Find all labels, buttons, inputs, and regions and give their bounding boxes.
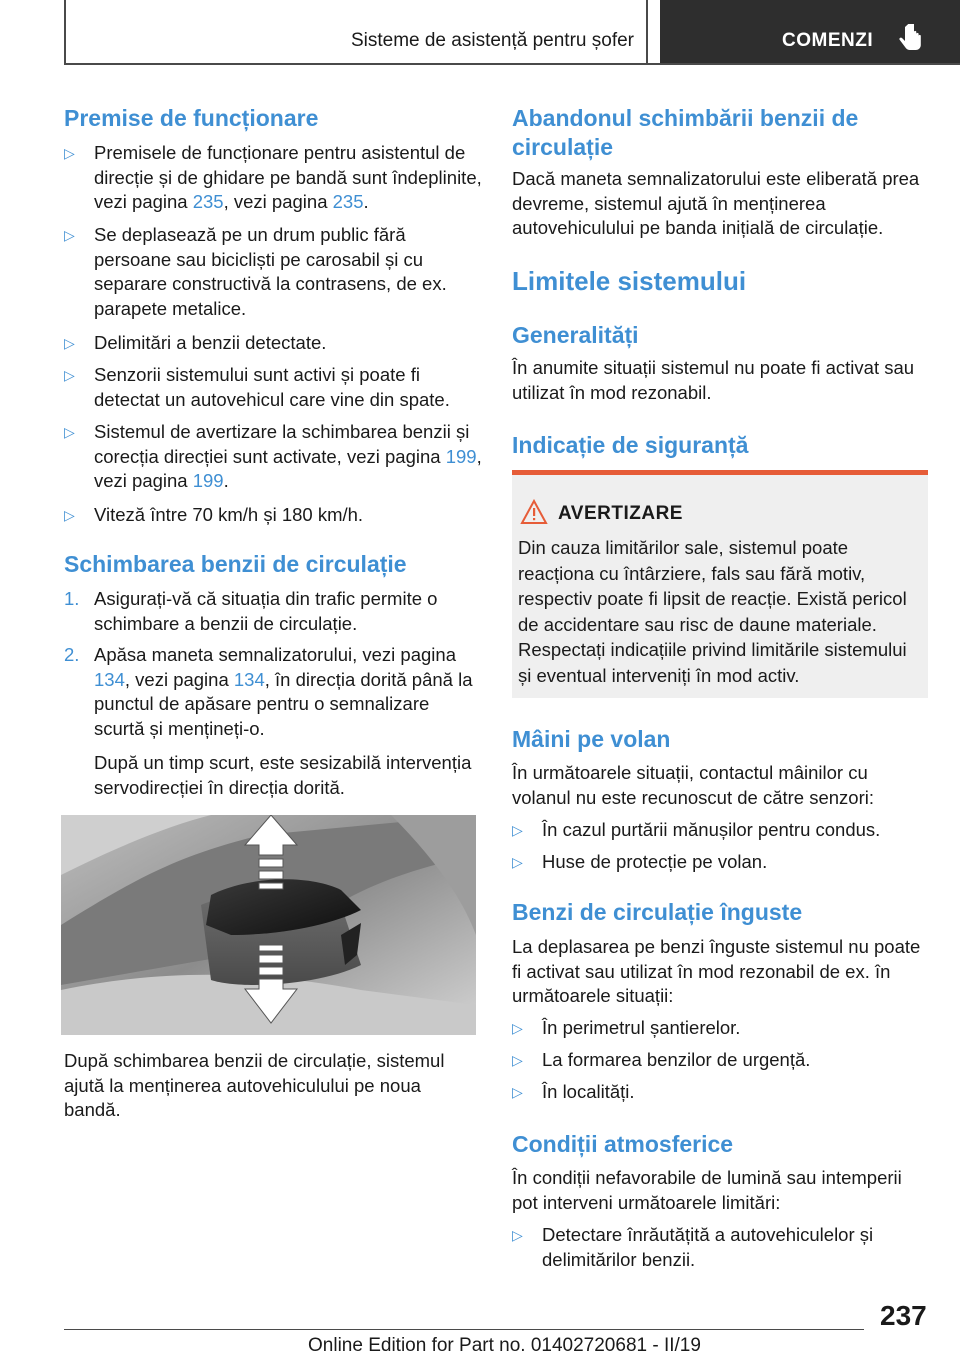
- bullet-text: Senzorii sistemului sunt activi și poate fi detectat un autovehicul care vine din spate.: [94, 364, 450, 410]
- step-text: Apăsa maneta semnalizatorului, vezi pagina: [94, 644, 456, 665]
- bullet-text: În localități.: [542, 1081, 635, 1102]
- bullet-text: Viteză între 70 km/h și 180 km/h.: [94, 504, 364, 525]
- bullet-text: Delimitări a benzii detectate.: [94, 332, 327, 353]
- bullet-text: Se deplasează pe un drum public fără persoane sau bicicliști pe carosabil și cu separare constructivă la contrasens, de ex. parapete metalice.: [94, 224, 447, 319]
- edition-text: Online Edition for Part no. 01402720681 - II/19: [308, 1335, 701, 1356]
- bullet-text: , vezi pagina: [94, 445, 482, 491]
- general-text: În anumite situații sistemul nu poate fi activat sau utilizat în mod rezonabil.: [512, 357, 915, 403]
- page-link[interactable]: 235: [192, 191, 224, 212]
- bullet-triangle-icon: ▷: [64, 145, 75, 161]
- heading-maini: Mâini pe volan: [512, 726, 671, 752]
- bullet-text: Huse de protecție pe volan.: [542, 851, 768, 872]
- page-link[interactable]: 134: [94, 668, 125, 690]
- bullet-text: .: [363, 191, 369, 212]
- bullet-triangle-icon: ▷: [64, 335, 75, 351]
- step-text: Asigurați-vă că situația din trafic permite o schimbare a benzii de circulație.: [94, 588, 438, 634]
- benzi-text: La deplasarea pe benzi înguste sistemul nu poate fi activat sau utilizat în mod rezonabil de ex. în următoarele situații:: [512, 936, 921, 1006]
- bullet-text: .: [223, 470, 229, 491]
- bullet-triangle-icon: ▷: [512, 1084, 523, 1100]
- bullet-triangle-icon: ▷: [64, 424, 75, 440]
- section-label: COMENZI: [782, 30, 874, 51]
- bullet-triangle-icon: ▷: [512, 1227, 523, 1243]
- page-link[interactable]: 199: [445, 445, 477, 467]
- warning-triangle-icon: [520, 499, 548, 525]
- turn-signal-lever-image: [61, 815, 476, 1035]
- bullet-triangle-icon: ▷: [64, 227, 75, 243]
- bullet-text: În perimetrul șantierelor.: [542, 1017, 741, 1038]
- step-note-text: După un timp scurt, este sesizabilă intervenția servodirecției în direcția dorită.: [94, 752, 472, 798]
- bullet-triangle-icon: ▷: [512, 1020, 523, 1036]
- step-text: , vezi pagina: [124, 668, 234, 690]
- page-link[interactable]: 199: [192, 470, 224, 491]
- bullet-text: Detectare înrăutățită a autovehiculelor și delimitărilor benzii.: [542, 1224, 874, 1270]
- conditii-text: În condiții nefavorabile de lumină sau intemperii pot interveni următoarele limitări:: [512, 1167, 902, 1213]
- warning-text: Din cauza limitărilor sale, sistemul poate reacționa cu întârziere, fals sau fără motiv, respectiv poate fi lipsit de reacție. Există pericol de accidentare sau risc de daune materiale. Respectați indicațiile privind limitările sistemului și eventual interveniți în mod activ.: [518, 537, 907, 686]
- after-image-text: După schimbarea benzii de circulație, sistemul ajută la menținerea autovehiculului pe noua bandă.: [64, 1050, 445, 1120]
- bullet-text: În cazul purtării mănușilor pentru condus.: [542, 819, 881, 840]
- heading-premise: Premise de funcționare: [64, 105, 319, 131]
- bullet-triangle-icon: ▷: [512, 1052, 523, 1068]
- heading-indicatie: Indicație de siguranță: [512, 432, 749, 458]
- warning-box: [512, 470, 928, 698]
- bullet-text: , vezi pagina: [223, 191, 333, 212]
- bullet-triangle-icon: ▷: [512, 822, 523, 838]
- heading-benzi: Benzi de circulație înguste: [512, 899, 803, 925]
- bullet-triangle-icon: ▷: [512, 854, 523, 870]
- header-tab: [64, 0, 648, 64]
- footer-rule: [64, 1329, 864, 1330]
- bullet-text: La formarea benzilor de urgență.: [542, 1049, 811, 1070]
- bullet-triangle-icon: ▷: [64, 507, 75, 523]
- heading-schimbarea: Schimbarea benzii de circulație: [64, 551, 407, 577]
- header-section-block[interactable]: [660, 0, 960, 64]
- maini-text: În următoarele situații, contactul mâinilor cu volanul nu este recunoscut de către senzori:: [512, 762, 874, 808]
- abandon-text: Dacă maneta semnalizatorului este eliberată prea devreme, sistemul ajută în menținerea autovehiculului pe banda inițială de circulație.: [512, 168, 920, 238]
- header-rule: [64, 63, 960, 65]
- heading-limite: Limitele sistemului: [512, 266, 747, 296]
- page-number: 237: [880, 1300, 927, 1331]
- page-link[interactable]: 235: [332, 191, 364, 212]
- chapter-title: Sisteme de asistență pentru șofer: [350, 30, 634, 51]
- heading-conditii: Condiții atmosferice: [512, 1131, 734, 1157]
- bullet-text: Premisele de funcționare pentru asistentul de direcție și de ghidare pe bandă sunt îndeplinite, vezi pagina: [94, 142, 482, 212]
- hand-pointer-icon: [896, 24, 926, 54]
- page-link[interactable]: 134: [233, 668, 265, 690]
- heading-abandon: Abandonul schimbării benzii de circulație: [512, 105, 859, 160]
- warning-title: AVERTIZARE: [558, 503, 683, 524]
- step-number: 2.: [64, 644, 80, 665]
- bullet-triangle-icon: ▷: [64, 367, 75, 383]
- step-number: 1.: [64, 588, 80, 609]
- bullet-text: Sistemul de avertizare la schimbarea benzii și corecția direcției sunt activate, vezi pagina: [94, 421, 470, 467]
- heading-general: Generalități: [512, 322, 639, 348]
- step-text: , în direcția dorită până la punctul de apăsare pentru o semnalizare scurtă și mențineți-o.: [94, 668, 473, 739]
